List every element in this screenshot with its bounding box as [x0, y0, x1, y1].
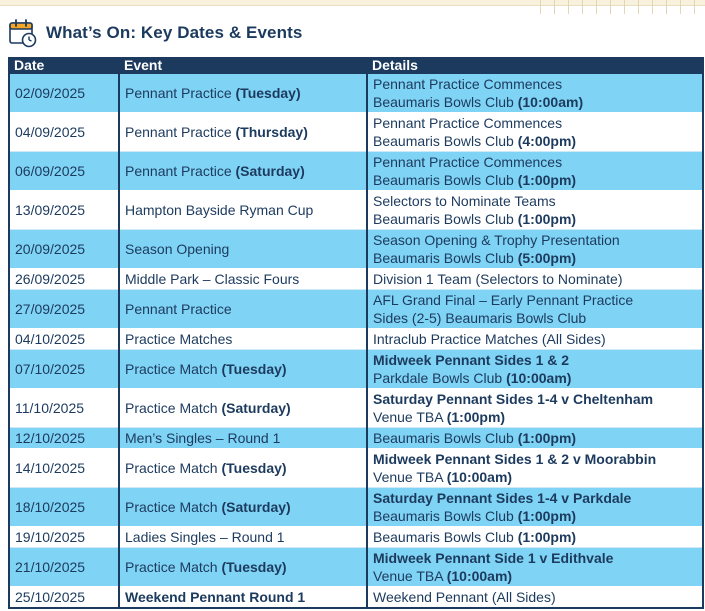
- details-line-1: [373, 231, 698, 249]
- event-cell: [119, 152, 367, 191]
- date-cell: [9, 488, 119, 527]
- table-row: [9, 191, 703, 230]
- details-line-1-emphasis: Midweek Pennant Sides 1 & 2 v Moorabbin: [373, 451, 657, 467]
- event-cell: [119, 428, 367, 449]
- table-row: [9, 350, 703, 389]
- event-cell: [119, 230, 367, 269]
- details-cell: [367, 389, 703, 428]
- details-line-2-emphasis: (1:00pm): [517, 172, 577, 188]
- details-line-2: [373, 567, 698, 585]
- date-text: 14/10/2025: [15, 460, 86, 476]
- table-row: [9, 269, 703, 290]
- details-cell: [367, 449, 703, 488]
- ruler-tick: [554, 0, 555, 14]
- event-text: Pennant Practice: [125, 124, 232, 140]
- details-line-2-emphasis: (10:00am): [446, 469, 513, 485]
- ruler-tick: [624, 0, 625, 14]
- event-emphasis: (Saturday): [217, 499, 291, 515]
- details-cell: [367, 488, 703, 527]
- event-cell: [119, 350, 367, 389]
- table-row: [9, 290, 703, 329]
- ruler-ticks: [540, 0, 705, 14]
- event-cell: [119, 74, 367, 113]
- details-line-1-emphasis: Saturday Pennant Sides 1-4 v Parkdale: [373, 490, 632, 506]
- date-cell: [9, 152, 119, 191]
- table-row: [9, 152, 703, 191]
- event-text: Pennant Practice: [125, 301, 232, 317]
- details-line-2-emphasis: (1:00pm): [517, 508, 577, 524]
- date-cell: [9, 389, 119, 428]
- date-cell: [9, 290, 119, 329]
- table-row: [9, 230, 703, 269]
- column-header-details: Details: [367, 57, 703, 74]
- details-line-1-text: Selectors to Nominate Teams: [373, 193, 556, 209]
- details-line-2: [373, 93, 698, 111]
- details-line-2-text: Beaumaris Bowls Club: [373, 133, 518, 149]
- event-emphasis: (Tuesday): [217, 559, 287, 575]
- date-cell: [9, 191, 119, 230]
- details-line-2-emphasis: (10:00am): [506, 370, 572, 386]
- date-text: 27/09/2025: [15, 301, 86, 317]
- details-line-1-text: Intraclub Practice Matches (All Sides): [373, 331, 606, 347]
- date-cell: [9, 587, 119, 609]
- date-text: 04/09/2025: [15, 124, 86, 140]
- ruler-tick: [582, 0, 583, 14]
- event-emphasis: (Tuesday): [217, 361, 287, 377]
- date-text: 13/09/2025: [15, 202, 86, 218]
- event-text: Practice Match: [125, 499, 218, 515]
- event-text: Pennant Practice: [125, 163, 232, 179]
- date-text: 07/10/2025: [15, 361, 86, 377]
- event-text: Practice Match: [125, 400, 218, 416]
- details-line-1-text: Beaumaris Bowls Club: [373, 529, 518, 545]
- event-cell: [119, 269, 367, 290]
- details-cell: [367, 290, 703, 329]
- date-text: 06/09/2025: [15, 163, 86, 179]
- details-line-2: [373, 132, 698, 150]
- details-line-1: [373, 114, 698, 132]
- details-line-1-text: Pennant Practice Commences: [373, 154, 563, 170]
- details-line-1: [373, 588, 698, 606]
- event-emphasis: (Thursday): [231, 124, 308, 140]
- date-cell: [9, 269, 119, 290]
- details-line-1-text: Division 1 Team (Selectors to Nominate): [373, 271, 623, 287]
- ruler-tick: [638, 0, 639, 14]
- table-row: [9, 389, 703, 428]
- event-cell: [119, 449, 367, 488]
- event-text: Pennant Practice: [125, 85, 232, 101]
- details-line-2-text: Venue TBA: [373, 469, 447, 485]
- table-row: [9, 587, 703, 609]
- details-line-2-emphasis: (10:00am): [517, 94, 584, 110]
- details-line-2-emphasis: (1:00pm): [446, 409, 506, 425]
- details-line-2-text: Beaumaris Bowls Club: [373, 172, 518, 188]
- date-text: 11/10/2025: [15, 400, 85, 416]
- calendar-clock-icon: [8, 18, 38, 48]
- ruler-tick: [540, 0, 541, 14]
- table-row: [9, 527, 703, 548]
- event-emphasis: Weekend Pennant Round 1: [125, 589, 306, 605]
- details-line-2-text: Beaumaris Bowls Club: [373, 94, 518, 110]
- event-text: Practice Matches: [125, 331, 233, 347]
- details-line-1: [373, 390, 698, 408]
- event-emphasis: (Saturday): [217, 400, 291, 416]
- details-line-2: [373, 249, 698, 267]
- date-cell: [9, 329, 119, 350]
- date-text: 18/10/2025: [15, 499, 86, 515]
- date-text: 26/09/2025: [15, 271, 86, 287]
- table-row: [9, 113, 703, 152]
- details-line-1: [373, 192, 698, 210]
- details-cell: [367, 191, 703, 230]
- event-text: Practice Match: [125, 460, 218, 476]
- date-text: 20/09/2025: [15, 241, 86, 257]
- table-row: [9, 548, 703, 587]
- date-cell: [9, 548, 119, 587]
- details-line-1: [373, 528, 698, 546]
- event-text: Middle Park – Classic Fours: [125, 271, 300, 287]
- details-line-2-text: Venue TBA: [373, 568, 447, 584]
- event-cell: [119, 488, 367, 527]
- details-cell: [367, 350, 703, 389]
- date-cell: [9, 350, 119, 389]
- date-cell: [9, 74, 119, 113]
- event-text: Men’s Singles – Round 1: [125, 430, 281, 446]
- details-cell: [367, 587, 703, 609]
- event-cell: [119, 290, 367, 329]
- event-cell: [119, 113, 367, 152]
- details-line-2-text: Beaumaris Bowls Club: [373, 211, 518, 227]
- details-line-1-text: Season Opening & Trophy Presentation: [373, 232, 620, 248]
- date-cell: [9, 527, 119, 548]
- details-cell: [367, 113, 703, 152]
- details-cell: [367, 74, 703, 113]
- details-line-2: [373, 369, 698, 387]
- details-cell: [367, 527, 703, 548]
- event-cell: [119, 548, 367, 587]
- details-line-1: [373, 351, 698, 369]
- details-line-1: [373, 270, 698, 288]
- details-line-1: [373, 549, 698, 567]
- event-text: Practice Match: [125, 361, 218, 377]
- ruler-tick: [568, 0, 569, 14]
- details-line-1: [373, 450, 698, 468]
- details-line-1-emphasis: Midweek Pennant Sides 1 & 2: [373, 352, 570, 368]
- details-line-2: [373, 171, 698, 189]
- events-table: [8, 57, 704, 609]
- details-line-2-text: Parkdale Bowls Club: [373, 370, 507, 386]
- event-text: Practice Match: [125, 559, 218, 575]
- event-emphasis: (Tuesday): [217, 460, 287, 476]
- event-emphasis: (Tuesday): [231, 85, 301, 101]
- details-line-2-text: Venue TBA: [373, 409, 447, 425]
- details-line-1-text: AFL Grand Final – Early Pennant Practice: [373, 292, 634, 308]
- table-row: [9, 449, 703, 488]
- ruler-tick: [666, 0, 667, 14]
- column-header-event: Event: [119, 57, 367, 74]
- ruler-tick: [652, 0, 653, 14]
- details-line-2: [373, 210, 698, 228]
- event-text: Hampton Bayside Ryman Cup: [125, 202, 314, 218]
- table-header-row: [9, 57, 703, 74]
- date-text: 25/10/2025: [15, 589, 86, 605]
- details-line-2: [373, 309, 698, 327]
- date-text: 04/10/2025: [15, 331, 86, 347]
- table-row: [9, 329, 703, 350]
- details-line-1: [373, 330, 698, 348]
- details-line-2-emphasis: (10:00am): [446, 568, 513, 584]
- date-text: 21/10/2025: [15, 559, 86, 575]
- details-line-1-emphasis: Saturday Pennant Sides 1-4 v Cheltenham: [373, 391, 654, 407]
- event-text: Season Opening: [125, 241, 230, 257]
- date-cell: [9, 428, 119, 449]
- table-row: [9, 428, 703, 449]
- details-line-1: [373, 75, 698, 93]
- details-cell: [367, 548, 703, 587]
- event-cell: [119, 329, 367, 350]
- details-cell: [367, 329, 703, 350]
- event-text: Ladies Singles – Round 1: [125, 529, 285, 545]
- ruler-tick: [610, 0, 611, 14]
- details-cell: [367, 428, 703, 449]
- date-text: 12/10/2025: [15, 430, 86, 446]
- details-line-1-emphasis: (1:00pm): [517, 529, 577, 545]
- details-line-1-text: Weekend Pennant (All Sides): [373, 589, 556, 605]
- event-cell: [119, 587, 367, 609]
- event-cell: [119, 389, 367, 428]
- details-line-1-emphasis: Midweek Pennant Side 1 v Edithvale: [373, 550, 614, 566]
- details-line-1: [373, 291, 698, 309]
- details-line-1-text: Beaumaris Bowls Club: [373, 430, 518, 446]
- details-line-2: [373, 468, 698, 486]
- event-cell: [119, 527, 367, 548]
- event-emphasis: (Saturday): [231, 163, 305, 179]
- details-line-2: [373, 408, 698, 426]
- details-cell: [367, 269, 703, 290]
- details-line-2-emphasis: (1:00pm): [517, 211, 577, 227]
- details-line-1-text: Pennant Practice Commences: [373, 76, 563, 92]
- details-line-1-text: Pennant Practice Commences: [373, 115, 563, 131]
- details-line-2-text: Sides (2-5) Beaumaris Bowls Club: [373, 310, 587, 326]
- details-cell: [367, 230, 703, 269]
- details-line-1: [373, 153, 698, 171]
- details-line-2: [373, 507, 698, 525]
- event-cell: [119, 191, 367, 230]
- page-header: [8, 16, 698, 50]
- details-line-1: [373, 489, 698, 507]
- details-line-2-text: Beaumaris Bowls Club: [373, 508, 518, 524]
- details-cell: [367, 152, 703, 191]
- date-cell: [9, 230, 119, 269]
- date-cell: [9, 113, 119, 152]
- ruler-tick: [680, 0, 681, 14]
- details-line-2-emphasis: (4:00pm): [517, 133, 577, 149]
- page-title: What’s On: Key Dates & Events: [46, 23, 303, 42]
- date-text: 02/09/2025: [15, 85, 86, 101]
- details-line-1: [373, 429, 698, 447]
- details-line-2-text: Beaumaris Bowls Club: [373, 250, 518, 266]
- date-cell: [9, 449, 119, 488]
- ruler-tick: [694, 0, 695, 14]
- ruler-tick: [596, 0, 597, 14]
- column-header-date: Date: [9, 57, 119, 74]
- details-line-1-emphasis: (1:00pm): [517, 430, 577, 446]
- details-line-2-emphasis: (5:00pm): [517, 250, 577, 266]
- table-row: [9, 74, 703, 113]
- date-text: 19/10/2025: [15, 529, 86, 545]
- table-row: [9, 488, 703, 527]
